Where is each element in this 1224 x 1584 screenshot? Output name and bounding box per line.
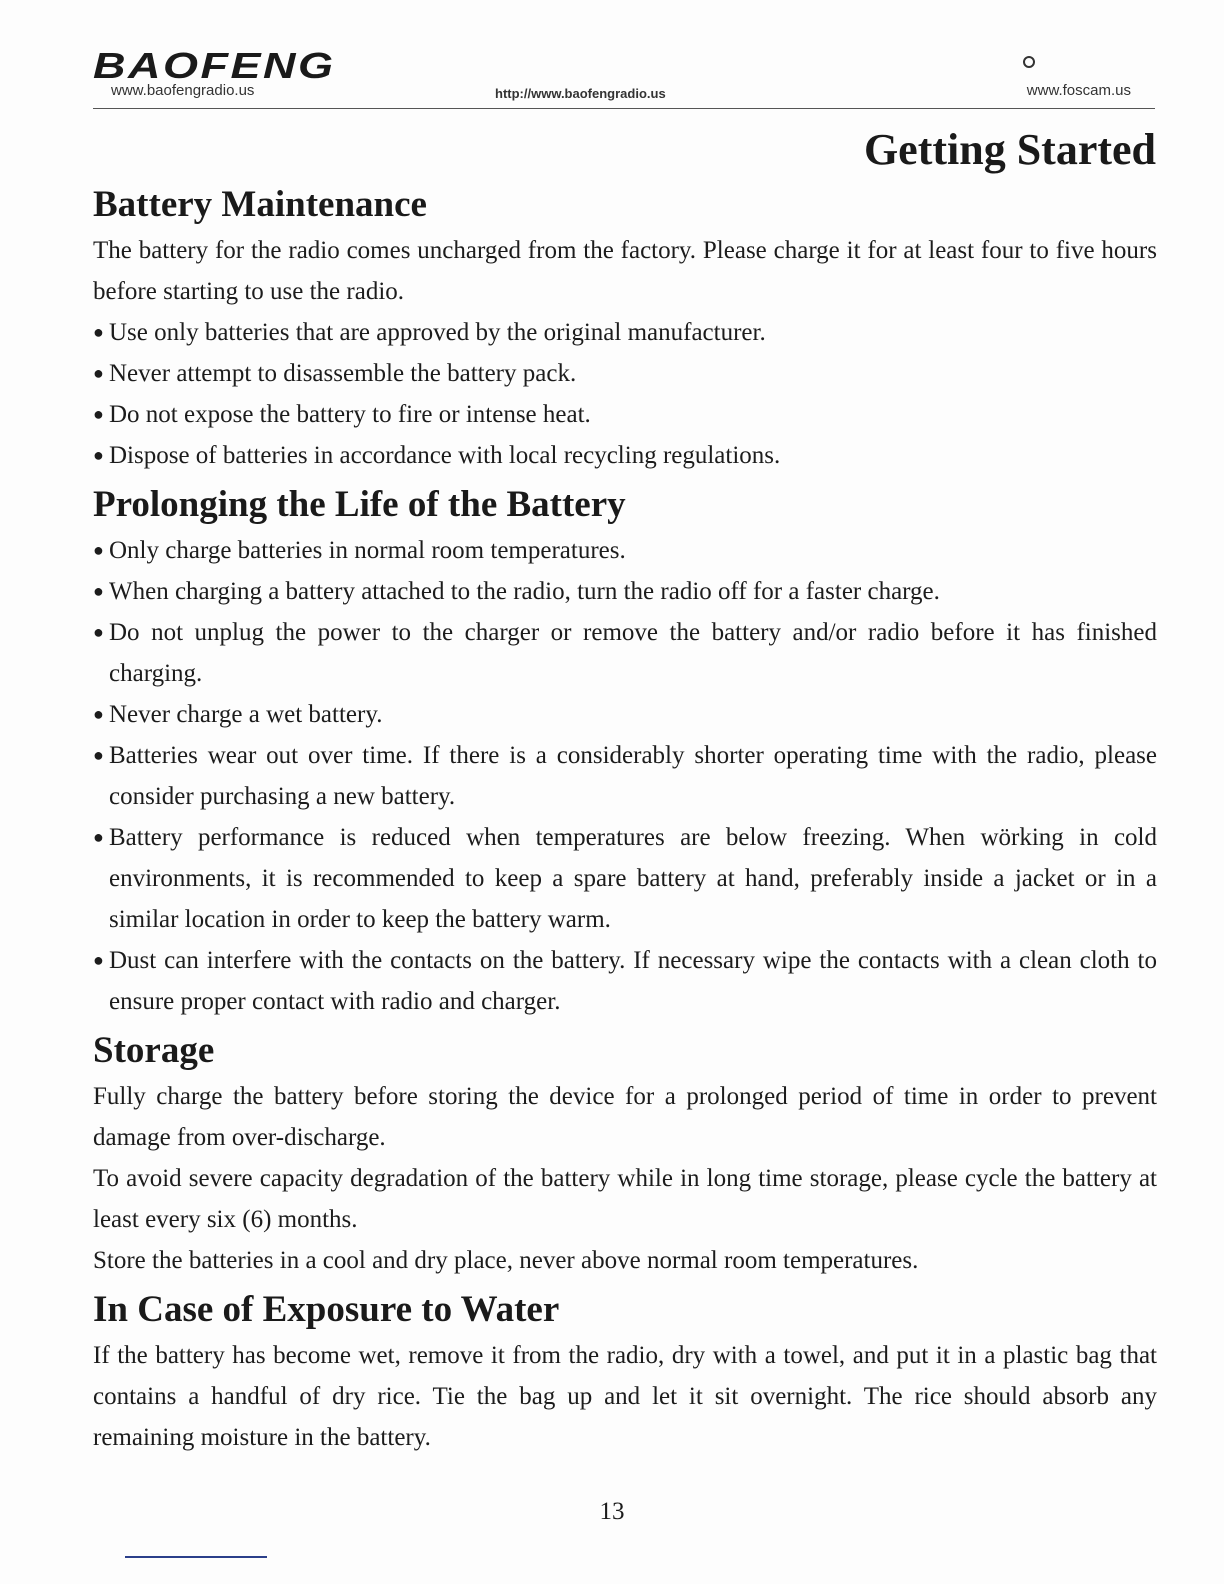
bullet-dot-icon: ●: [93, 581, 104, 601]
circle-mark-icon: [1023, 56, 1035, 68]
bullet-dot-icon: ●: [93, 622, 104, 642]
bullet-dot-icon: ●: [93, 704, 104, 724]
bullet-dot-icon: ●: [93, 363, 104, 383]
bullet-item: ● Dispose of batteries in accordance with local recycling regulations.: [93, 435, 1157, 476]
bullet-item: ● When charging a battery attached to the radio, turn the radio off for a faster charge.: [93, 571, 1157, 612]
header-url-right: www.foscam.us: [1026, 82, 1131, 99]
chapter-title: Getting Started: [863, 125, 1156, 174]
bullet-item: ● Batteries wear out over time. If there is a considerably shorter operating time with the radio, please consider purchasing a new battery.: [93, 735, 1157, 817]
bullet-dot-icon: ●: [93, 950, 104, 970]
bullet-dot-icon: ●: [93, 827, 104, 847]
bullet-item: ● Dust can interfere with the contacts on the battery. If necessary wipe the contacts with a clean cloth to ensure proper contact with radio and charger.: [93, 940, 1157, 1022]
bullet-item: ● Only charge batteries in normal room temperatures.: [93, 530, 1157, 571]
page-number: 13: [599, 1498, 625, 1525]
bullet-dot-icon: ●: [93, 404, 104, 424]
section-title-water: In Case of Exposure to Water: [93, 1289, 560, 1330]
bullet-dot-icon: ●: [93, 745, 104, 765]
section-title-storage: Storage: [93, 1030, 215, 1071]
baofeng-logo: BAOFENG: [93, 45, 336, 86]
bullet-dot-icon: ●: [93, 322, 104, 342]
header-url-center: http://www.baofengradio.us: [495, 86, 666, 101]
section-title-battery-maintenance: Battery Maintenance: [93, 184, 427, 225]
header-url-left: www.baofengradio.us: [111, 82, 255, 99]
water-paragraph: If the battery has become wet, remove it from the radio, dry with a towel, and put it in a plastic bag that contains a handful of dry rice. Tie the bag up and let it sit overnight. The rice should absorb any remaining moisture in the battery.: [93, 1342, 1157, 1451]
storage-paragraph: Store the batteries in a cool and dry place, never above normal room temperatures.: [93, 1247, 919, 1274]
battery-maintenance-intro: The battery for the radio comes uncharged from the factory. Please charge it for at least four to five hours before starting to use the radio.: [93, 237, 1157, 305]
bullet-item: ● Never attempt to disassemble the battery pack.: [93, 353, 1157, 394]
storage-paragraph: To avoid severe capacity degradation of the battery while in long time storage, please cycle the battery at least every six (6) months.: [93, 1165, 1157, 1233]
bullet-item: ● Do not unplug the power to the charger or remove the battery and/or radio before it has finished charging.: [93, 612, 1157, 694]
bullet-item: ● Use only batteries that are approved by the original manufacturer.: [93, 312, 1157, 353]
bullet-item: ● Battery performance is reduced when temperatures are below freezing. When wörking in cold environments, it is recommended to keep a spare battery at hand, preferably inside a jacket or in a similar location in order to keep the battery warm.: [93, 817, 1157, 940]
corner-mark-line: [125, 1556, 267, 1558]
page-content: [93, 180, 1157, 1458]
bullet-dot-icon: ●: [93, 445, 104, 465]
section-title-prolonging: Prolonging the Life of the Battery: [93, 484, 626, 525]
bullet-item: ● Never charge a wet battery.: [93, 694, 1157, 735]
page-header: [93, 44, 1155, 109]
bullet-item: ● Do not expose the battery to fire or intense heat.: [93, 394, 1157, 435]
bullet-dot-icon: ●: [93, 540, 104, 560]
storage-paragraph: Fully charge the battery before storing the device for a prolonged period of time in order to prevent damage from over-discharge.: [93, 1083, 1157, 1151]
